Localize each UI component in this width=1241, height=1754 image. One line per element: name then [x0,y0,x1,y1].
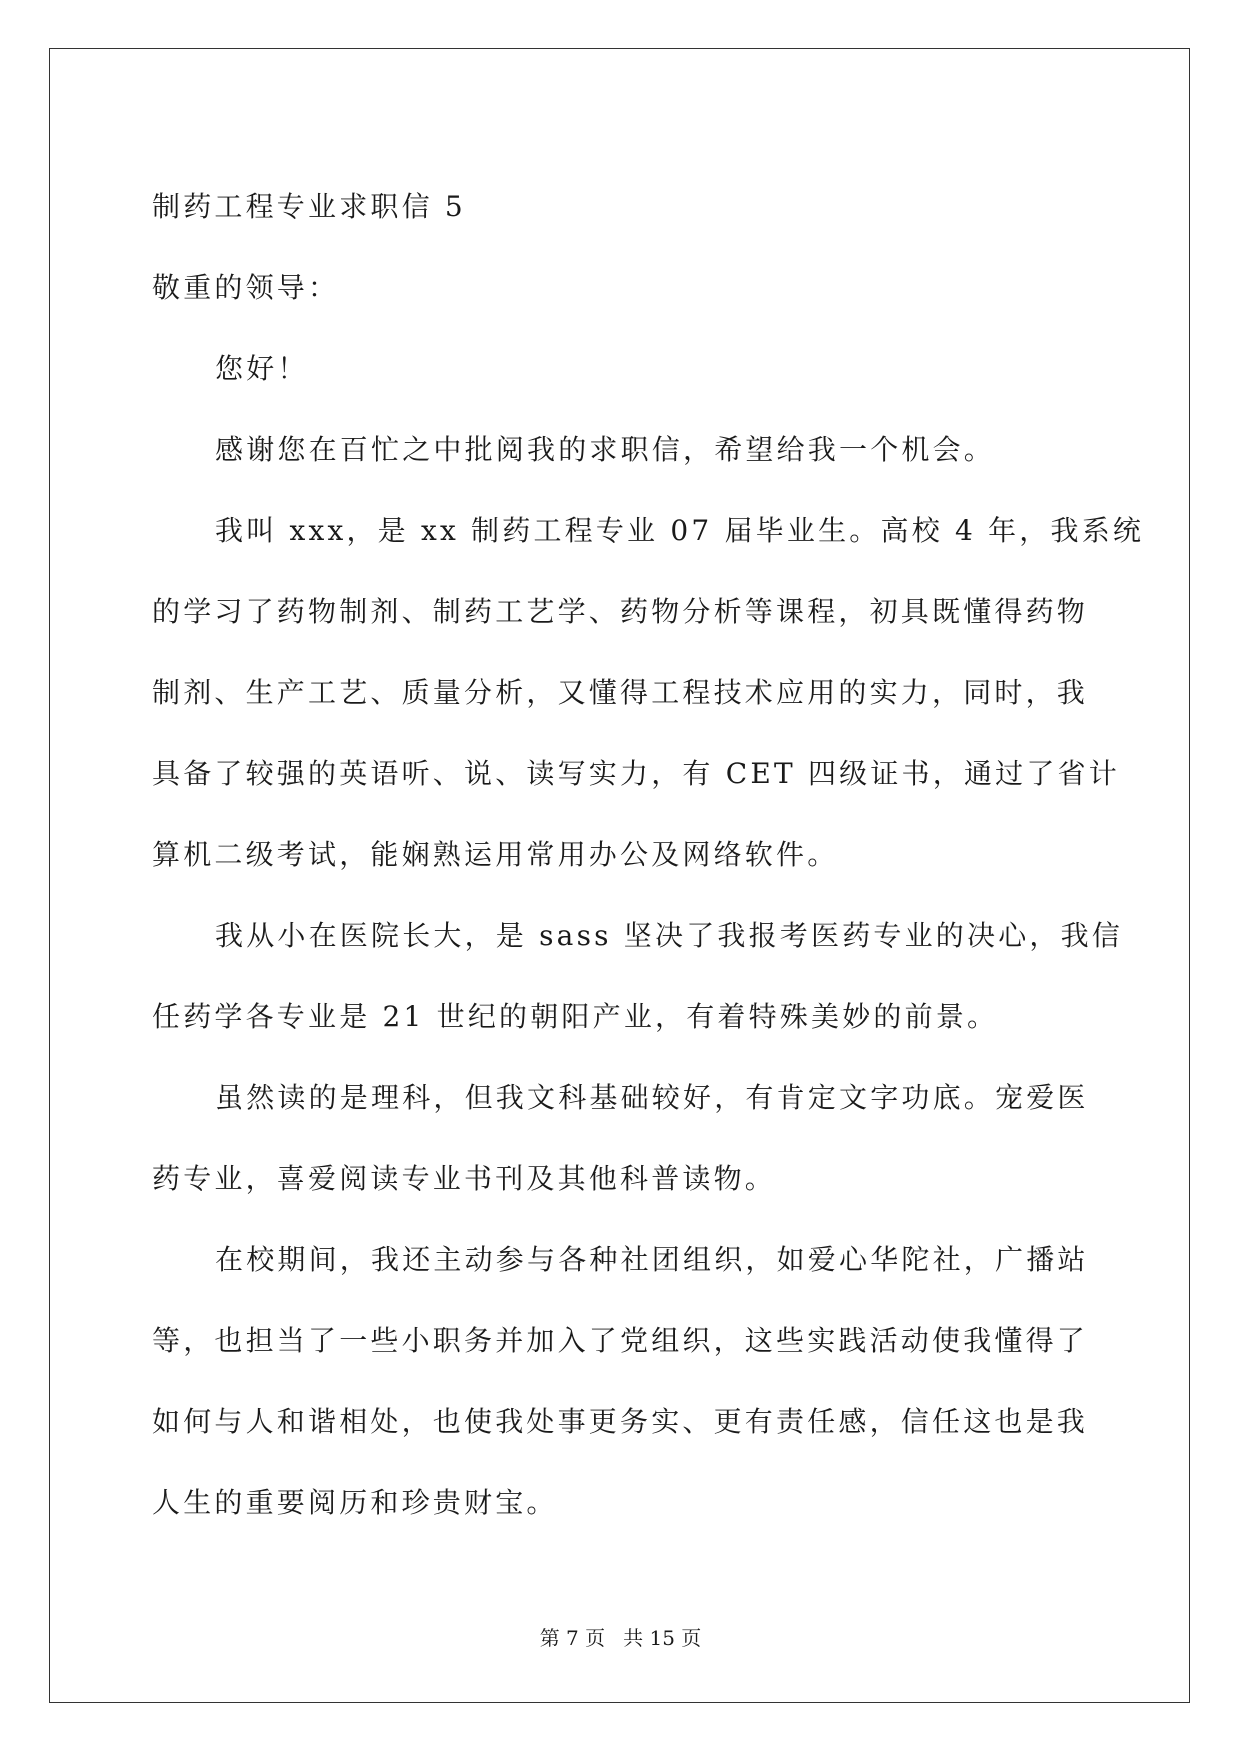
text-line: 算机二级考试，能娴熟运用常用办公及网络软件。 [152,838,839,871]
text-line: 的学习了药物制剂、制药工艺学、药物分析等课程，初具既懂得药物 [152,595,1089,628]
letter-title: 制药工程专业求职信 5 [152,190,466,223]
page-footer [0,1622,1241,1651]
text-line: 药专业，喜爱阅读专业书刊及其他科普读物。 [152,1162,777,1195]
letter-body [152,166,1145,1543]
text-line: 您好！ [215,352,309,385]
text-line: 人生的重要阅历和珍贵财宝。 [152,1486,558,1519]
text-line: 具备了较强的英语听、说、读写实力，有 CET 四级证书，通过了省计 [152,757,1120,790]
text-line: 在校期间，我还主动参与各种社团组织，如爱心华陀社，广播站 [215,1243,1089,1276]
text-line: 任药学各专业是 21 世纪的朝阳产业，有着特殊美妙的前景。 [152,1000,999,1033]
page-number: 第 7 页 [539,1626,606,1650]
text-line: 制剂、生产工艺、质量分析，又懂得工程技术应用的实力，同时，我 [152,676,1089,709]
text-line: 感谢您在百忙之中批阅我的求职信，希望给我一个机会。 [215,433,996,466]
text-line: 等，也担当了一些小职务并加入了党组织，这些实践活动使我懂得了 [152,1324,1089,1357]
text-line: 我从小在医院长大，是 sass 坚决了我报考医药专业的决心，我信 [215,919,1124,952]
page-total: 共 15 页 [623,1626,702,1650]
body-paragraphs [152,328,1145,1543]
text-line: 虽然读的是理科，但我文科基础较好，有肯定文字功底。宠爱医 [215,1081,1089,1114]
text-line: 我叫 xxx，是 xx 制药工程专业 07 届毕业生。高校 4 年，我系统 [215,514,1145,547]
text-line: 如何与人和谐相处，也使我处事更务实、更有责任感，信任这也是我 [152,1405,1089,1438]
salutation: 敬重的领导： [152,271,340,304]
